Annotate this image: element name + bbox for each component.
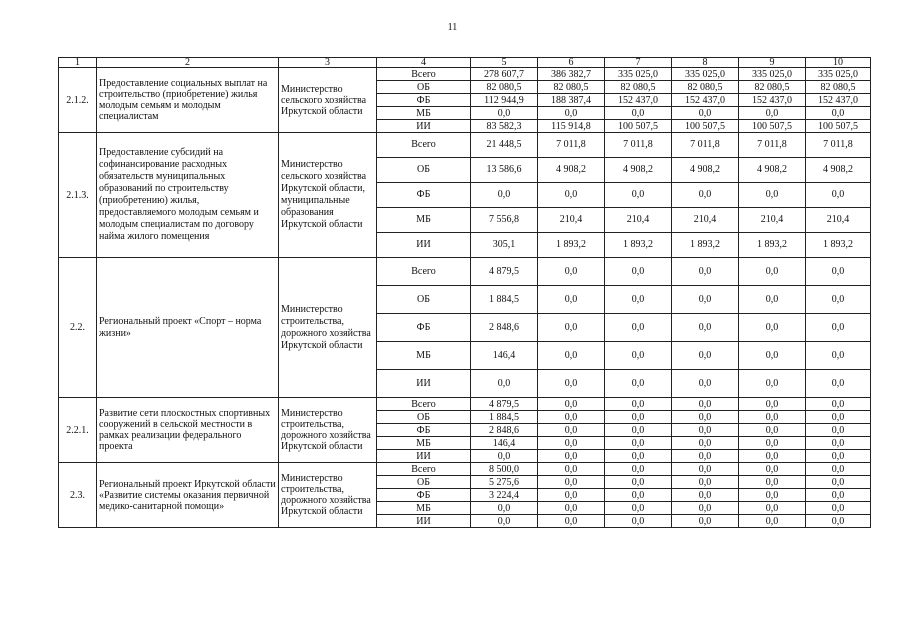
amount-cell: 0,0 — [806, 342, 871, 370]
amount-cell: 0,0 — [538, 286, 605, 314]
header-cell: 6 — [538, 58, 605, 68]
amount-cell: 210,4 — [739, 208, 806, 233]
amount-cell: 0,0 — [672, 450, 739, 463]
amount-cell: 0,0 — [471, 450, 538, 463]
amount-cell: 83 582,3 — [471, 120, 538, 133]
amount-cell: 0,0 — [538, 411, 605, 424]
header-cell: 8 — [672, 58, 739, 68]
amount-cell: 0,0 — [806, 258, 871, 286]
table-row — [59, 398, 871, 411]
budget-table — [58, 57, 871, 528]
amount-cell: 0,0 — [605, 342, 672, 370]
amount-cell: 0,0 — [538, 398, 605, 411]
funding-source: ИИ — [377, 515, 471, 528]
amount-cell: 0,0 — [672, 502, 739, 515]
funding-source: МБ — [377, 107, 471, 120]
amount-cell: 0,0 — [806, 107, 871, 120]
funding-source: ОБ — [377, 476, 471, 489]
amount-cell: 335 025,0 — [739, 68, 806, 81]
amount-cell: 0,0 — [605, 463, 672, 476]
amount-cell: 0,0 — [739, 411, 806, 424]
amount-cell: 0,0 — [672, 342, 739, 370]
amount-cell: 0,0 — [605, 489, 672, 502]
amount-cell: 0,0 — [605, 450, 672, 463]
funding-source: ФБ — [377, 424, 471, 437]
amount-cell: 82 080,5 — [806, 81, 871, 94]
amount-cell: 82 080,5 — [605, 81, 672, 94]
amount-cell: 8 500,0 — [471, 463, 538, 476]
amount-cell: 210,4 — [538, 208, 605, 233]
item-description: Региональный проект Иркутской области «Развитие системы оказания первичной медико-санитарной помощи» — [97, 463, 279, 528]
amount-cell: 5 275,6 — [471, 476, 538, 489]
amount-cell: 0,0 — [806, 411, 871, 424]
amount-cell: 3 224,4 — [471, 489, 538, 502]
amount-cell: 0,0 — [739, 515, 806, 528]
amount-cell: 100 507,5 — [605, 120, 672, 133]
amount-cell: 0,0 — [471, 502, 538, 515]
amount-cell: 0,0 — [672, 286, 739, 314]
funding-source: ИИ — [377, 370, 471, 398]
amount-cell: 152 437,0 — [806, 94, 871, 107]
funding-source: ФБ — [377, 314, 471, 342]
amount-cell: 0,0 — [806, 370, 871, 398]
amount-cell: 0,0 — [672, 411, 739, 424]
funding-source: Всего — [377, 133, 471, 158]
amount-cell: 0,0 — [739, 286, 806, 314]
amount-cell: 0,0 — [538, 183, 605, 208]
amount-cell: 0,0 — [605, 183, 672, 208]
amount-cell: 0,0 — [672, 515, 739, 528]
amount-cell: 0,0 — [672, 183, 739, 208]
amount-cell: 0,0 — [739, 342, 806, 370]
funding-source: ОБ — [377, 286, 471, 314]
amount-cell: 115 914,8 — [538, 120, 605, 133]
amount-cell: 0,0 — [806, 437, 871, 450]
amount-cell: 7 011,8 — [605, 133, 672, 158]
amount-cell: 0,0 — [806, 450, 871, 463]
page-number: 11 — [447, 22, 458, 33]
amount-cell: 0,0 — [672, 370, 739, 398]
amount-cell: 4 879,5 — [471, 258, 538, 286]
amount-cell: 112 944,9 — [471, 94, 538, 107]
amount-cell: 0,0 — [605, 398, 672, 411]
amount-cell: 0,0 — [538, 476, 605, 489]
amount-cell: 0,0 — [806, 314, 871, 342]
amount-cell: 278 607,7 — [471, 68, 538, 81]
amount-cell: 100 507,5 — [739, 120, 806, 133]
header-row — [59, 58, 871, 68]
amount-cell: 100 507,5 — [672, 120, 739, 133]
amount-cell: 152 437,0 — [605, 94, 672, 107]
amount-cell: 7 011,8 — [806, 133, 871, 158]
amount-cell: 4 879,5 — [471, 398, 538, 411]
amount-cell: 4 908,2 — [538, 158, 605, 183]
amount-cell: 0,0 — [538, 424, 605, 437]
amount-cell: 0,0 — [605, 515, 672, 528]
amount-cell: 82 080,5 — [739, 81, 806, 94]
table-body — [59, 68, 871, 528]
amount-cell: 0,0 — [605, 476, 672, 489]
amount-cell: 2 848,6 — [471, 424, 538, 437]
amount-cell: 7 011,8 — [538, 133, 605, 158]
amount-cell: 4 908,2 — [739, 158, 806, 183]
amount-cell: 0,0 — [672, 463, 739, 476]
header-cell: 10 — [806, 58, 871, 68]
item-code: 2.1.3. — [59, 133, 97, 258]
header-cell: 2 — [97, 58, 279, 68]
responsible-organization: Министерство строительства, дорожного хозяйства Иркутской области — [279, 398, 377, 463]
table-row — [59, 463, 871, 476]
amount-cell: 0,0 — [605, 411, 672, 424]
amount-cell: 0,0 — [672, 489, 739, 502]
amount-cell: 7 556,8 — [471, 208, 538, 233]
header-cell: 4 — [377, 58, 471, 68]
amount-cell: 0,0 — [538, 107, 605, 120]
amount-cell: 0,0 — [739, 424, 806, 437]
amount-cell: 188 387,4 — [538, 94, 605, 107]
amount-cell: 0,0 — [806, 183, 871, 208]
funding-source: МБ — [377, 502, 471, 515]
funding-source: Всего — [377, 68, 471, 81]
amount-cell: 1 893,2 — [605, 233, 672, 258]
amount-cell: 100 507,5 — [806, 120, 871, 133]
amount-cell: 1 893,2 — [806, 233, 871, 258]
funding-source: ИИ — [377, 233, 471, 258]
amount-cell: 0,0 — [605, 370, 672, 398]
amount-cell: 82 080,5 — [538, 81, 605, 94]
amount-cell: 0,0 — [605, 286, 672, 314]
amount-cell: 210,4 — [806, 208, 871, 233]
header-cell: 9 — [739, 58, 806, 68]
amount-cell: 0,0 — [605, 258, 672, 286]
header-cell: 1 — [59, 58, 97, 68]
amount-cell: 0,0 — [806, 286, 871, 314]
table-row — [59, 258, 871, 286]
amount-cell: 0,0 — [739, 489, 806, 502]
table-row — [59, 133, 871, 158]
funding-source: ОБ — [377, 411, 471, 424]
amount-cell: 0,0 — [739, 450, 806, 463]
amount-cell: 0,0 — [538, 450, 605, 463]
responsible-organization: Министерство строительства, дорожного хозяйства Иркутской области — [279, 258, 377, 398]
amount-cell: 335 025,0 — [605, 68, 672, 81]
amount-cell: 0,0 — [538, 370, 605, 398]
amount-cell: 0,0 — [739, 107, 806, 120]
amount-cell: 0,0 — [739, 314, 806, 342]
amount-cell: 0,0 — [538, 515, 605, 528]
amount-cell: 0,0 — [806, 489, 871, 502]
amount-cell: 0,0 — [538, 258, 605, 286]
amount-cell: 4 908,2 — [605, 158, 672, 183]
funding-source: ФБ — [377, 183, 471, 208]
amount-cell: 0,0 — [672, 314, 739, 342]
amount-cell: 1 893,2 — [739, 233, 806, 258]
item-description: Предоставление субсидий на софинансирование расходных обязательств муниципальных образований по строительству (приобретению) жилья, предоставляемого молодым семьям и молодым специалистам по договору найма жилого помещения — [97, 133, 279, 258]
funding-source: ИИ — [377, 450, 471, 463]
amount-cell: 0,0 — [672, 258, 739, 286]
amount-cell: 335 025,0 — [672, 68, 739, 81]
amount-cell: 0,0 — [538, 342, 605, 370]
responsible-organization: Министерство сельского хозяйства Иркутской области, муниципальные образования Иркутской области — [279, 133, 377, 258]
amount-cell: 0,0 — [806, 515, 871, 528]
amount-cell: 0,0 — [605, 107, 672, 120]
amount-cell: 4 908,2 — [672, 158, 739, 183]
item-description: Развитие сети плоскостных спортивных сооружений в сельской местности в рамках реализации федерального проекта — [97, 398, 279, 463]
amount-cell: 82 080,5 — [672, 81, 739, 94]
amount-cell: 0,0 — [605, 314, 672, 342]
amount-cell: 305,1 — [471, 233, 538, 258]
amount-cell: 0,0 — [672, 424, 739, 437]
item-code: 2.2. — [59, 258, 97, 398]
amount-cell: 7 011,8 — [739, 133, 806, 158]
amount-cell: 1 884,5 — [471, 286, 538, 314]
item-description: Региональный проект «Спорт – норма жизни» — [97, 258, 279, 398]
amount-cell: 0,0 — [739, 183, 806, 208]
amount-cell: 0,0 — [605, 502, 672, 515]
funding-source: ФБ — [377, 94, 471, 107]
amount-cell: 0,0 — [739, 437, 806, 450]
funding-source: ОБ — [377, 81, 471, 94]
table-row — [59, 68, 871, 81]
amount-cell: 210,4 — [605, 208, 672, 233]
item-description: Предоставление социальных выплат на строительство (приобретение) жилья молодым семьям и молодым специалистам — [97, 68, 279, 133]
funding-source: Всего — [377, 398, 471, 411]
amount-cell: 210,4 — [672, 208, 739, 233]
amount-cell: 0,0 — [739, 370, 806, 398]
amount-cell: 0,0 — [538, 489, 605, 502]
funding-source: ОБ — [377, 158, 471, 183]
amount-cell: 0,0 — [739, 463, 806, 476]
amount-cell: 152 437,0 — [672, 94, 739, 107]
amount-cell: 21 448,5 — [471, 133, 538, 158]
amount-cell: 4 908,2 — [806, 158, 871, 183]
amount-cell: 0,0 — [672, 107, 739, 120]
amount-cell: 0,0 — [672, 437, 739, 450]
amount-cell: 0,0 — [471, 370, 538, 398]
amount-cell: 335 025,0 — [806, 68, 871, 81]
amount-cell: 0,0 — [739, 398, 806, 411]
responsible-organization: Министерство сельского хозяйства Иркутской области — [279, 68, 377, 133]
responsible-organization: Министерство строительства, дорожного хозяйства Иркутской области — [279, 463, 377, 528]
funding-source: Всего — [377, 258, 471, 286]
funding-source: ФБ — [377, 489, 471, 502]
funding-source: ИИ — [377, 120, 471, 133]
amount-cell: 2 848,6 — [471, 314, 538, 342]
header-cell: 7 — [605, 58, 672, 68]
amount-cell: 0,0 — [739, 502, 806, 515]
amount-cell: 0,0 — [806, 502, 871, 515]
amount-cell: 82 080,5 — [471, 81, 538, 94]
amount-cell: 0,0 — [739, 258, 806, 286]
header-cell: 3 — [279, 58, 377, 68]
amount-cell: 0,0 — [739, 476, 806, 489]
amount-cell: 146,4 — [471, 437, 538, 450]
amount-cell: 0,0 — [605, 437, 672, 450]
funding-source: МБ — [377, 342, 471, 370]
funding-source: МБ — [377, 437, 471, 450]
item-code: 2.1.2. — [59, 68, 97, 133]
item-code: 2.3. — [59, 463, 97, 528]
amount-cell: 0,0 — [538, 437, 605, 450]
amount-cell: 1 893,2 — [672, 233, 739, 258]
amount-cell: 0,0 — [672, 476, 739, 489]
amount-cell: 0,0 — [538, 502, 605, 515]
amount-cell: 0,0 — [471, 183, 538, 208]
amount-cell: 0,0 — [538, 463, 605, 476]
amount-cell: 0,0 — [806, 424, 871, 437]
funding-source: МБ — [377, 208, 471, 233]
header-cell: 5 — [471, 58, 538, 68]
amount-cell: 0,0 — [538, 314, 605, 342]
amount-cell: 0,0 — [806, 463, 871, 476]
amount-cell: 152 437,0 — [739, 94, 806, 107]
amount-cell: 7 011,8 — [672, 133, 739, 158]
amount-cell: 0,0 — [806, 398, 871, 411]
amount-cell: 0,0 — [605, 424, 672, 437]
amount-cell: 0,0 — [471, 515, 538, 528]
funding-source: Всего — [377, 463, 471, 476]
amount-cell: 1 884,5 — [471, 411, 538, 424]
amount-cell: 1 893,2 — [538, 233, 605, 258]
amount-cell: 386 382,7 — [538, 68, 605, 81]
item-code: 2.2.1. — [59, 398, 97, 463]
amount-cell: 146,4 — [471, 342, 538, 370]
amount-cell: 13 586,6 — [471, 158, 538, 183]
amount-cell: 0,0 — [806, 476, 871, 489]
amount-cell: 0,0 — [672, 398, 739, 411]
amount-cell: 0,0 — [471, 107, 538, 120]
